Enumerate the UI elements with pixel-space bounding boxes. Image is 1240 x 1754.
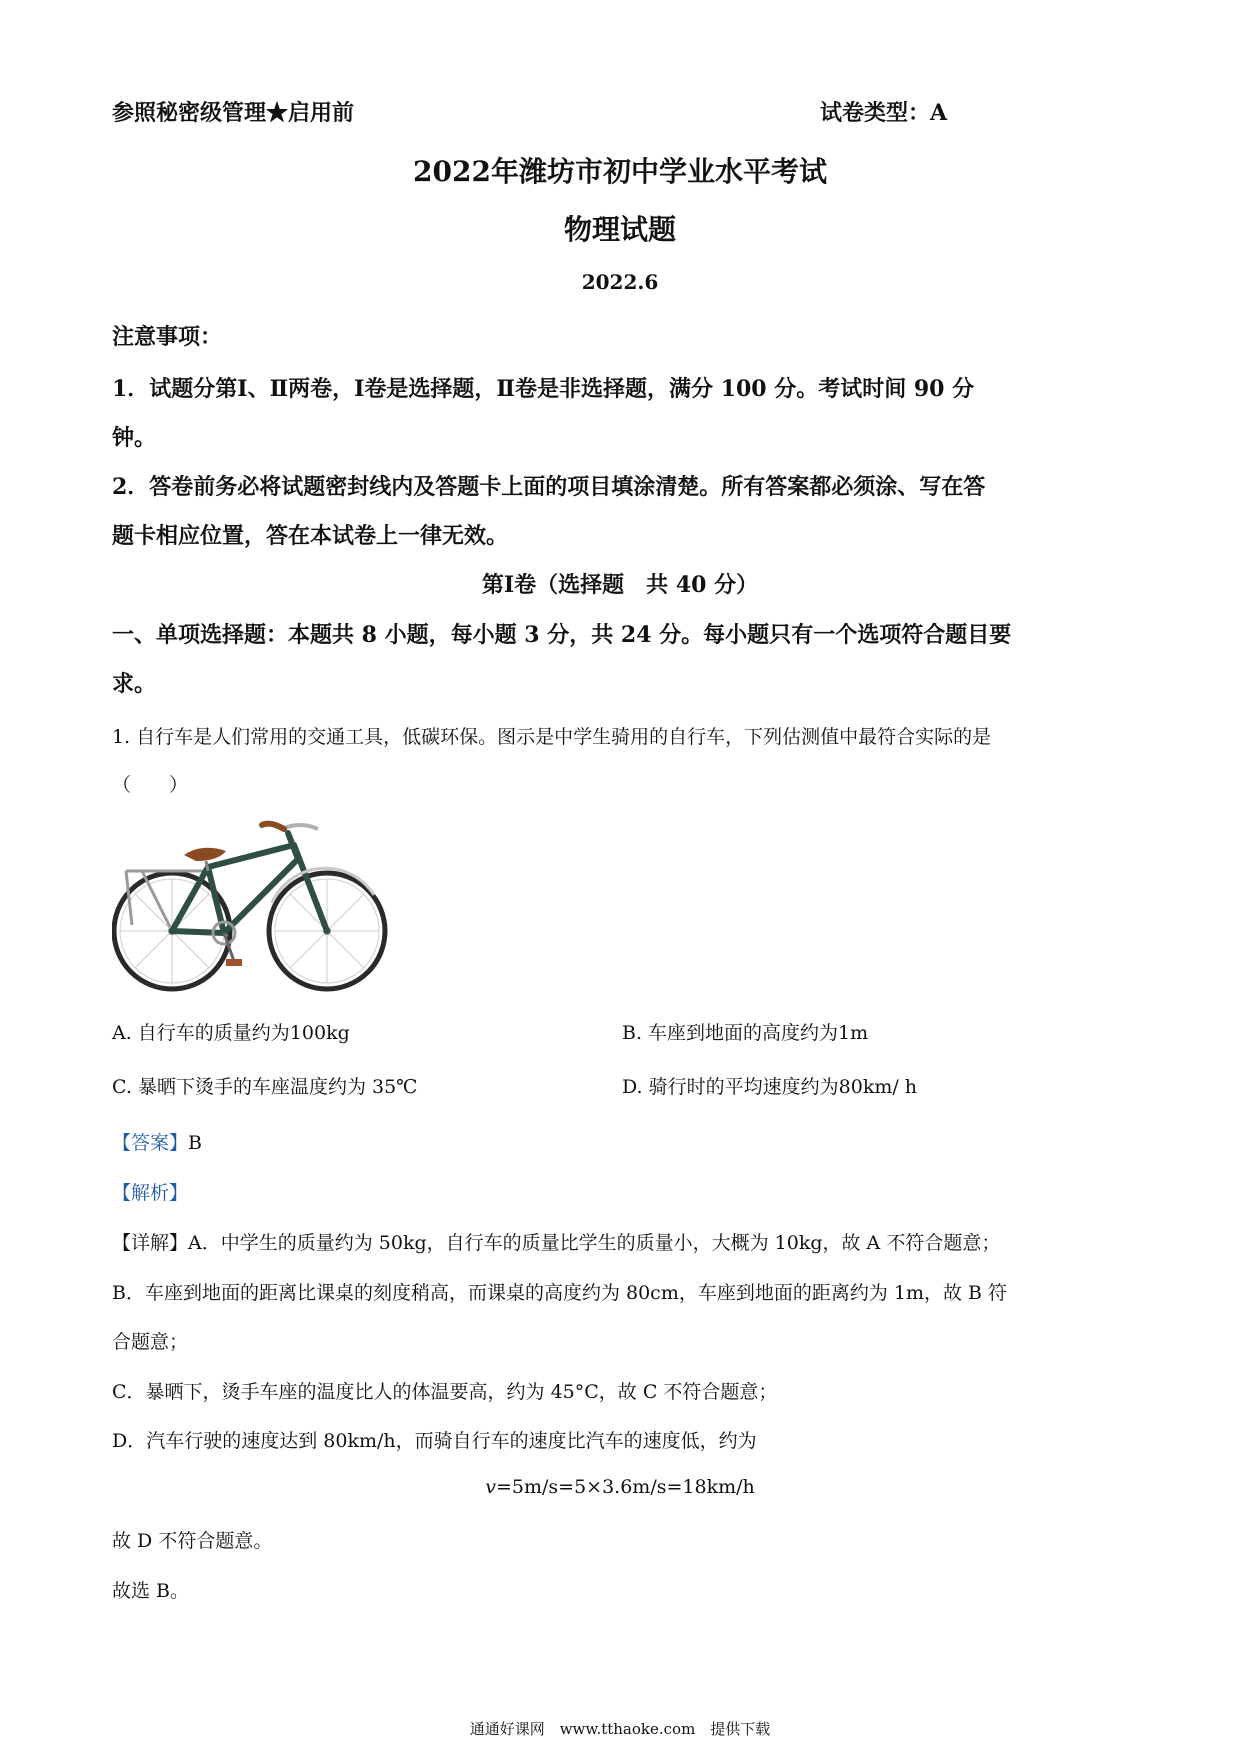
answer-value: B [188,1132,202,1154]
notice-heading: 注意事项： [112,324,223,350]
question-1-stem: 1. 自行车是人们常用的交通工具，低碳环保。图示是中学生骑用的自行车，下列估测值中最符合实际的是 [112,726,992,748]
paper-type-label: 试卷类型：A [820,100,948,126]
detail-d: D．汽车行驶的速度达到 80km/h，而骑自行车的速度比汽车的速度低，约为 [112,1430,757,1452]
page-footer: 通通好课网 www.tthaoke.com 提供下载 [469,1720,771,1738]
option-c: C. 暴晒下烫手的车座温度约为 35℃ [112,1076,418,1098]
exam-date: 2022.6 [581,270,659,294]
detail-a [112,1228,1000,1255]
formula-expression: =5m/s=5×3.6m/s=18km/h [495,1476,755,1498]
notice-item-2-cont: 题卡相应位置，答在本试卷上一律无效。 [112,523,509,549]
notice-item-1: 1．试题分第Ⅰ、Ⅱ两卷，Ⅰ卷是选择题，Ⅱ卷是非选择题，满分 100 分。考试时间 90 分 [112,376,975,402]
option-b: B. 车座到地面的高度约为1m [622,1022,869,1044]
formula-variable: v [485,1476,496,1498]
part-heading: 一、单项选择题：本题共 8 小题，每小题 3 分，共 24 分。每小题只有一个选项符合题目要 [112,622,1012,648]
option-d: D. 骑行时的平均速度约为80km/ h [622,1076,918,1098]
notice-item-2: 2．答卷前务必将试题密封线内及答题卡上面的项目填涂清楚。所有答案都必须涂、写在答 [112,474,986,500]
detail-b: B．车座到地面的距离比课桌的刻度稍高，而课桌的高度约为 80cm，车座到地面的距离约为 1m，故 B 符 [112,1282,1008,1304]
part-heading-cont: 求。 [112,671,157,697]
bicycle-image [112,815,388,1000]
detail-a-text: A．中学生的质量约为 50kg，自行车的质量比学生的质量小，大概为 10kg，故 A 不符合题意； [188,1232,1001,1254]
exam-subject: 物理试题 [563,213,676,246]
detail-c: C．暴晒下，烫手车座的温度比人的体温要高，约为 45°C，故 C 不符合题意； [112,1381,778,1403]
question-1-bracket: （ ） [112,774,189,796]
confidential-label: 参照秘密级管理★启用前 [112,100,355,126]
speed-formula [0,1476,1240,1498]
bicycle-icon [112,815,388,1000]
detail-tag: 【详解】 [112,1232,189,1254]
volume-title: 第Ⅰ卷（选择题 共 40 分） [481,572,759,598]
exam-title: 2022年潍坊市初中学业水平考试 [413,155,827,188]
conclusion-d: 故 D 不符合题意。 [112,1530,273,1552]
detail-b-cont: 合题意； [112,1331,189,1353]
option-a: A. 自行车的质量约为100kg [112,1022,350,1044]
final-answer: 故选 B。 [112,1580,190,1602]
answer-tag: 【答案】 [112,1132,189,1154]
notice-item-1-cont: 钟。 [112,425,157,451]
analysis-tag: 【解析】 [112,1182,189,1204]
answer-line [112,1128,202,1155]
